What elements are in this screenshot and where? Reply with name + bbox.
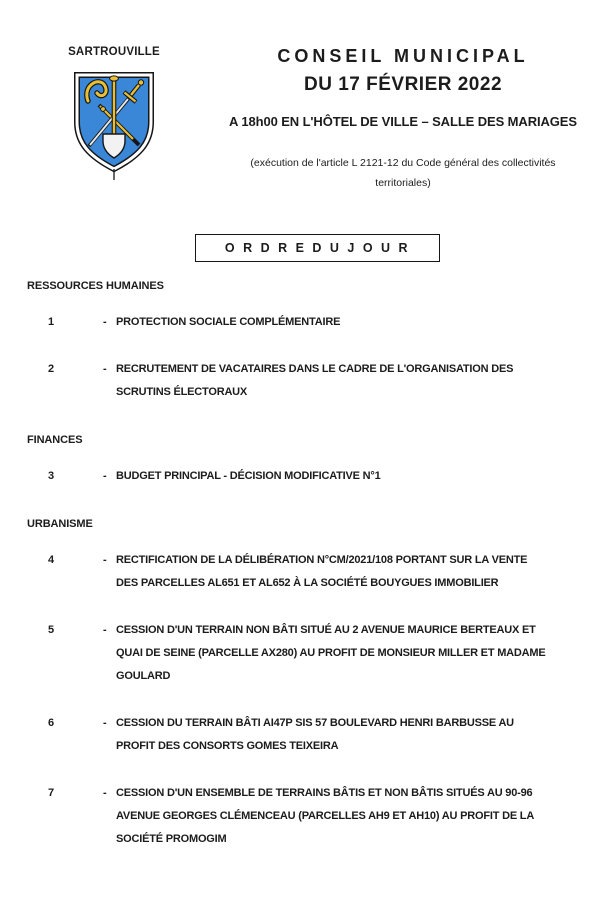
agenda-section: [0, 513, 616, 851]
item-text: [113, 712, 616, 758]
city-coat-of-arms-icon: [73, 72, 155, 182]
item-text: [113, 465, 616, 488]
item-dash: -: [103, 717, 107, 729]
legal-note-line2: territoriales): [375, 177, 431, 189]
agenda-item: [48, 549, 616, 595]
item-text: [113, 549, 616, 595]
section-item-list: [0, 549, 616, 851]
agenda-item: [48, 358, 616, 404]
meeting-place-subtitle: A 18h00 EN L'HÔTEL DE VILLE – SALLE DES MARIAGES: [229, 114, 577, 129]
item-text-line: RECTIFICATION DE LA DÉLIBÉRATION N°CM/2021/108 PORTANT SUR LA VENTE: [116, 554, 528, 566]
item-text-line: QUAI DE SEINE (PARCELLE AX280) AU PROFIT DE MONSIEUR MILLER ET MADAME: [116, 647, 546, 659]
item-number: 2: [48, 363, 54, 375]
agenda-title: O R D R E D U J O U R: [224, 241, 411, 255]
page-title: CONSEIL MUNICIPAL: [277, 46, 529, 66]
agenda-section: [0, 275, 616, 404]
item-number: 6: [48, 717, 54, 729]
agenda-item: [48, 712, 616, 758]
item-text-line: CESSION DU TERRAIN BÂTI AI47P SIS 57 BOULEVARD HENRI BARBUSSE AU: [116, 717, 514, 729]
section-heading: URBANISME: [27, 518, 93, 530]
item-number: 4: [48, 554, 54, 566]
item-number: 3: [48, 470, 54, 482]
agenda-title-box: [195, 234, 440, 262]
item-number: 1: [48, 316, 54, 328]
item-text: [113, 358, 616, 404]
item-number: 5: [48, 624, 54, 636]
item-text: [113, 619, 616, 688]
section-heading: FINANCES: [27, 434, 83, 446]
agenda-sections: [0, 275, 616, 851]
item-text-line: SCRUTINS ÉLECTORAUX: [116, 386, 248, 398]
legal-note-line1: (exécution de l'article L 2121-12 du Code général des collectivités: [250, 157, 556, 169]
item-number: 7: [48, 787, 54, 799]
agenda-item: [48, 465, 616, 488]
item-text-line: GOULARD: [116, 670, 171, 682]
item-dash: -: [103, 363, 107, 375]
item-dash: -: [103, 624, 107, 636]
item-text-line: SOCIÉTÉ PROMOGIM: [116, 833, 227, 845]
item-text-line: PROTECTION SOCIALE COMPLÉMENTAIRE: [116, 316, 341, 328]
item-text-line: AVENUE GEORGES CLÉMENCEAU (PARCELLES AH9 ET AH10) AU PROFIT DE LA: [116, 810, 535, 822]
agenda-item: [48, 619, 616, 688]
crozier-knot: [101, 107, 106, 112]
item-text-line: PROFIT DES CONSORTS GOMES TEIXEIRA: [116, 740, 339, 752]
item-dash: -: [103, 470, 107, 482]
item-text-line: BUDGET PRINCIPAL - DÉCISION MODIFICATIVE N°1: [116, 470, 381, 482]
item-text-line: CESSION D'UN ENSEMBLE DE TERRAINS BÂTIS ET NON BÂTIS SITUÉS AU 90-96: [116, 787, 533, 799]
section-item-list: [0, 311, 616, 404]
item-text: [113, 782, 616, 851]
agenda-item: [48, 311, 616, 334]
item-text-line: RECRUTEMENT DE VACATAIRES DANS LE CADRE DE L'ORGANISATION DES: [116, 363, 514, 375]
item-text-line: DES PARCELLES AL651 ET AL652 À LA SOCIÉTÉ BOUYGUES IMMOBILIER: [116, 577, 499, 589]
item-dash: -: [103, 554, 107, 566]
section-heading: RESSOURCES HUMAINES: [27, 280, 164, 292]
legal-note: [190, 153, 616, 193]
item-text-line: CESSION D'UN TERRAIN NON BÂTI SITUÉ AU 2 AVENUE MAURICE BERTEAUX ET: [116, 624, 536, 636]
section-item-list: [0, 465, 616, 488]
agenda-item: [48, 782, 616, 851]
item-dash: -: [103, 787, 107, 799]
sword-pommel: [138, 80, 143, 85]
header: [190, 46, 616, 193]
item-text: [113, 311, 616, 334]
spade-knob: [110, 76, 119, 81]
agenda-section: [0, 429, 616, 488]
item-dash: -: [103, 316, 107, 328]
page-title-date: DU 17 FÉVRIER 2022: [303, 74, 503, 95]
city-name: SARTROUVILLE: [68, 46, 160, 58]
